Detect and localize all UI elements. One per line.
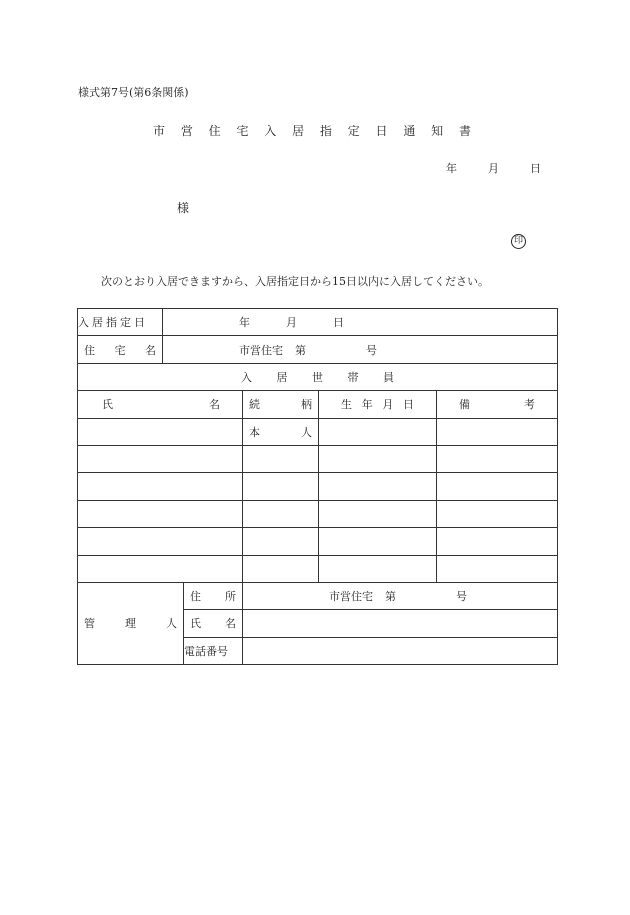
member-birthdate-cell[interactable] — [319, 528, 437, 555]
table-row — [78, 445, 558, 472]
move-in-day: 日 — [333, 316, 344, 330]
manager-address-no-suffix: 号 — [456, 590, 467, 604]
manager-label: 管 理 人 — [78, 582, 184, 664]
member-name-cell[interactable] — [78, 528, 243, 555]
member-name-cell[interactable] — [78, 418, 243, 445]
member-relation-cell[interactable] — [243, 555, 319, 582]
table-row-household-header — [78, 363, 558, 390]
table-row — [78, 500, 558, 527]
member-notes-cell[interactable] — [437, 555, 558, 582]
household-section-title: 入 居 世 帯 員 — [78, 363, 558, 390]
column-header-relation: 続 柄 — [243, 391, 319, 418]
seal-mark: 印 — [511, 234, 526, 249]
housing-prefix: 市営住宅 — [239, 343, 283, 357]
issue-date — [446, 160, 541, 176]
member-birthdate-cell[interactable] — [319, 473, 437, 500]
manager-name-value[interactable] — [243, 610, 558, 637]
housing-name-value — [163, 336, 558, 363]
housing-no-prefix: 第 — [295, 343, 306, 357]
table-row — [78, 418, 558, 445]
member-relation-cell[interactable] — [243, 473, 319, 500]
member-relation-cell[interactable] — [243, 528, 319, 555]
issue-date-day: 日 — [530, 162, 541, 175]
move-in-year: 年 — [239, 316, 250, 330]
addressee-suffix: 様 — [177, 201, 190, 215]
document-title: 市 営 住 宅 入 居 指 定 日 通 知 書 — [153, 124, 477, 138]
member-relation-cell: 本 人 — [243, 418, 319, 445]
column-header-notes: 備 考 — [437, 391, 558, 418]
table-row-manager-address — [78, 582, 558, 609]
member-notes-cell[interactable] — [437, 445, 558, 472]
move-in-date-label: 入居指定日 — [78, 309, 163, 336]
table-row-column-headers — [78, 391, 558, 418]
manager-phone-label: 電話番号 — [184, 637, 243, 664]
form-number: 様式第7号(第6条関係) — [78, 86, 189, 99]
manager-address-no-prefix: 第 — [385, 590, 396, 604]
manager-address-value[interactable] — [243, 582, 558, 609]
table-row — [78, 555, 558, 582]
member-relation-cell[interactable] — [243, 500, 319, 527]
housing-no-suffix: 号 — [366, 343, 377, 357]
column-header-name: 氏 名 — [78, 391, 243, 418]
table-row — [78, 528, 558, 555]
move-in-date-value — [163, 309, 558, 336]
manager-address-label: 住 所 — [184, 582, 243, 609]
member-birthdate-cell[interactable] — [319, 445, 437, 472]
manager-name-label: 氏 名 — [184, 610, 243, 637]
member-notes-cell[interactable] — [437, 500, 558, 527]
table-row — [78, 473, 558, 500]
member-name-cell[interactable] — [78, 500, 243, 527]
member-birthdate-cell[interactable] — [319, 555, 437, 582]
table-row-move-in-date — [78, 309, 558, 336]
issue-date-month: 月 — [488, 162, 499, 175]
member-name-cell[interactable] — [78, 445, 243, 472]
column-header-birthdate: 生 年 月 日 — [319, 391, 437, 418]
notice-table — [77, 308, 558, 665]
member-name-cell[interactable] — [78, 473, 243, 500]
member-notes-cell[interactable] — [437, 528, 558, 555]
table-row-housing-name — [78, 336, 558, 363]
issue-date-year: 年 — [446, 162, 457, 175]
member-relation-cell[interactable] — [243, 445, 319, 472]
manager-phone-value[interactable] — [243, 637, 558, 664]
member-name-cell[interactable] — [78, 555, 243, 582]
member-notes-cell[interactable] — [437, 473, 558, 500]
manager-address-prefix: 市営住宅 — [329, 590, 373, 604]
member-notes-cell[interactable] — [437, 418, 558, 445]
member-birthdate-cell[interactable] — [319, 418, 437, 445]
member-birthdate-cell[interactable] — [319, 500, 437, 527]
move-in-month: 月 — [286, 316, 297, 330]
housing-name-label: 住 宅 名 — [78, 336, 163, 363]
intro-text: 次のとおり入居できますから、入居指定日から15日以内に入居してください。 — [101, 275, 489, 288]
